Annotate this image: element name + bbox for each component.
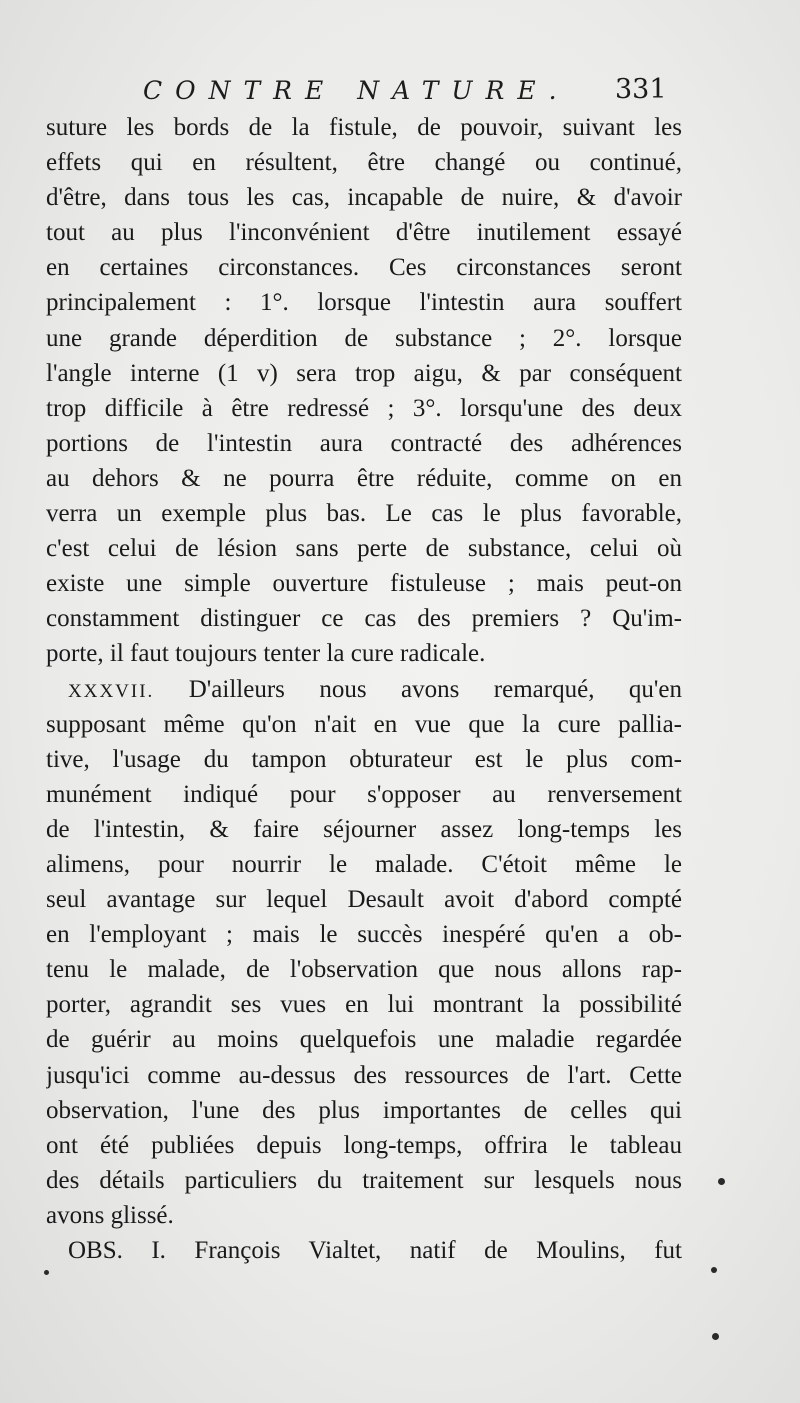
- text-line: existe une simple ouverture fistuleuse ; mais peut-on: [46, 570, 682, 598]
- ink-speck: [44, 1270, 49, 1275]
- page-number: 331: [615, 74, 667, 105]
- text-line: en certaines circonstances. Ces circonstances seront: [46, 254, 682, 282]
- section-number: XXXVII.: [68, 680, 155, 702]
- running-title: CONTRE NATURE.: [143, 76, 570, 105]
- text-line: c'est celui de lésion sans perte de substance, celui où: [46, 535, 682, 563]
- body-text: [46, 110, 682, 1268]
- text-line: alimens, pour nourrir le malade. C'étoit même le: [46, 850, 682, 878]
- text-line: suture les bords de la fistule, de pouvoir, suivant les: [46, 114, 682, 141]
- text-line: porte, il faut toujours tenter la cure radicale.: [46, 640, 486, 668]
- text-line: tive, l'usage du tampon obturateur est le plus com-: [46, 745, 682, 773]
- text-line: trop difficile à être redressé ; 3°. lorsqu'une des deux: [46, 394, 682, 422]
- paragraph-2: [46, 672, 682, 1234]
- text-line: en l'employant ; mais le succès inespéré qu'en a ob-: [46, 921, 682, 949]
- text-line: effets qui en résultent, être changé ou continué,: [46, 149, 682, 177]
- page-header: [0, 70, 800, 110]
- text-line: au dehors & ne pourra être réduite, comme on en: [46, 464, 682, 492]
- text-line: ont été publiées depuis long-temps, offrira le tableau: [46, 1131, 682, 1159]
- text-line: des détails particuliers du traitement sur lesquels nous: [46, 1166, 682, 1194]
- text-line: OBS. I. François Vialtet, natif de Moulins, fut: [68, 1237, 682, 1264]
- text-line: portions de l'intestin aura contracté des adhérences: [46, 429, 682, 457]
- text-line: de l'intestin, & faire séjourner assez long-temps les: [46, 815, 682, 843]
- text-line: une grande déperdition de substance ; 2°. lorsque: [46, 324, 682, 352]
- paragraph-3: [46, 1233, 682, 1268]
- text-line: verra un exemple plus bas. Le cas le plus favorable,: [46, 500, 682, 528]
- text-line: constamment distinguer ce cas des premiers ? Qu'im-: [46, 605, 682, 633]
- text-line: observation, l'une des plus importantes de celles qui: [46, 1096, 682, 1124]
- ink-speck: [718, 1178, 725, 1185]
- text-line: munément indiqué pour s'opposer au renversement: [46, 780, 682, 808]
- text-line: porter, agrandit ses vues en lui montrant la possibilité: [46, 991, 682, 1019]
- text-line: l'angle interne (1 v) sera trop aigu, & par conséquent: [46, 359, 682, 387]
- first-line-text: D'ailleurs nous avons remarqué, qu'en: [188, 675, 682, 703]
- text-line: principalement : 1°. lorsque l'intestin aura souffert: [46, 289, 682, 317]
- text-line: d'être, dans tous les cas, incapable de nuire, & d'avoir: [46, 184, 682, 212]
- text-line: jusqu'ici comme au-dessus des ressources de l'art. Cette: [46, 1061, 682, 1089]
- text-line: tout au plus l'inconvénient d'être inutilement essayé: [46, 219, 682, 247]
- text-line: de guérir au moins quelquefois une maladie regardée: [46, 1026, 682, 1054]
- text-line: tenu le malade, de l'observation que nous allons rap-: [46, 956, 682, 984]
- text-line: seul avantage sur lequel Desault avoit d'abord compté: [46, 886, 682, 914]
- paragraph-first-line: [46, 672, 682, 707]
- paragraph-1: [46, 110, 682, 672]
- ink-speck: [711, 1267, 717, 1273]
- text-line: supposant même qu'on n'ait en vue que la cure pallia-: [46, 710, 682, 738]
- text-line: avons glissé.: [46, 1201, 174, 1229]
- ink-speck: [712, 1333, 719, 1340]
